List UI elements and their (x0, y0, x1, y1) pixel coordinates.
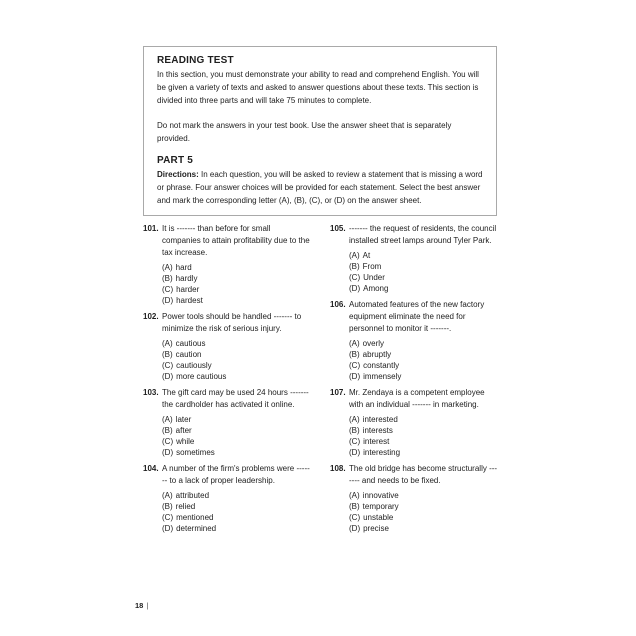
question-number: 105. (330, 224, 346, 233)
question-item (330, 299, 498, 382)
question-text: Automated features of the new factory equipment eliminate the need for personnel to monitor it -------. (349, 300, 485, 333)
option-label: (A) (162, 491, 173, 500)
option-label: (D) (162, 296, 174, 305)
option-label: (A) (349, 415, 360, 424)
part-5-directions (157, 169, 483, 207)
question-item (330, 387, 498, 458)
test-book-note: Do not mark the answers in your test book. Use the answer sheet that is separately provided. (157, 121, 452, 144)
option-text: mentioned (176, 513, 214, 522)
question-text: The gift card may be used 24 hours ------- the cardholder has activated it online. (162, 388, 309, 409)
option-text: later (175, 415, 192, 424)
option-row (349, 436, 498, 447)
option-row (349, 283, 498, 294)
question-number: 106. (330, 300, 346, 309)
question-item (143, 463, 311, 534)
option-label: (C) (349, 361, 361, 370)
option-text: more cautious (176, 372, 227, 381)
option-row (162, 447, 311, 458)
reading-test-box (143, 46, 497, 216)
question-text: The old bridge has become structurally ------- and needs to be fixed. (349, 464, 498, 485)
question-number: 104. (143, 464, 159, 473)
option-row (162, 262, 311, 273)
option-label: (A) (162, 263, 173, 272)
question-options (162, 490, 311, 534)
option-row (349, 425, 498, 436)
option-label: (D) (162, 372, 174, 381)
question-body (349, 463, 498, 534)
directions-label: Directions: (157, 169, 199, 179)
question-number: 108. (330, 464, 346, 473)
option-row (349, 414, 498, 425)
option-label: (B) (162, 502, 173, 511)
question-text: ------- the request of residents, the council installed street lamps around Tyler Park. (349, 224, 497, 245)
option-label: (B) (162, 426, 173, 435)
option-row (162, 295, 311, 306)
option-row (349, 371, 498, 382)
option-label: (C) (349, 437, 361, 446)
option-text: Among (363, 284, 389, 293)
question-number: 103. (143, 388, 159, 397)
option-text: relied (175, 502, 196, 511)
option-label: (A) (162, 339, 173, 348)
option-label: (D) (349, 524, 361, 533)
option-row (162, 414, 311, 425)
question-text: Mr. Zendaya is a competent employee with an individual ------- in marketing. (349, 388, 485, 409)
option-row (349, 490, 498, 501)
option-text: Under (363, 273, 385, 282)
option-label: (D) (162, 448, 174, 457)
option-text: determined (176, 524, 217, 533)
option-label: (A) (349, 491, 360, 500)
option-label: (B) (349, 350, 360, 359)
option-label: (B) (162, 350, 173, 359)
option-text: temporary (362, 502, 399, 511)
question-options (162, 414, 311, 458)
option-label: (B) (349, 502, 360, 511)
option-row (162, 371, 311, 382)
option-label: (C) (162, 513, 174, 522)
option-text: hardest (176, 296, 203, 305)
question-item (143, 387, 311, 458)
option-row (349, 272, 498, 283)
option-row (349, 349, 498, 360)
directions-text: In each question, you will be asked to review a statement that is missing a word or phrase. Four answer choices will be provided for each statement. Select the best answer and mark the corresponding letter (A), (B), (C), or (D) on the answer sheet. (157, 169, 483, 205)
option-label: (D) (349, 284, 361, 293)
option-text: From (362, 262, 382, 271)
question-number: 102. (143, 312, 159, 321)
option-label: (C) (349, 273, 361, 282)
option-text: hard (175, 263, 192, 272)
option-label: (D) (349, 448, 361, 457)
option-text: unstable (363, 513, 394, 522)
option-text: interesting (363, 448, 401, 457)
option-label: (B) (349, 262, 360, 271)
option-row (162, 523, 311, 534)
question-options (349, 338, 498, 382)
reading-test-title: READING TEST (157, 55, 234, 66)
question-options (349, 250, 498, 294)
page-number: 18 (135, 601, 144, 610)
option-row (349, 250, 498, 261)
option-label: (B) (349, 426, 360, 435)
option-label: (C) (162, 285, 174, 294)
option-label: (C) (162, 437, 174, 446)
option-text: innovative (362, 491, 399, 500)
question-options (162, 338, 311, 382)
question-item (143, 311, 311, 382)
option-text: interested (362, 415, 398, 424)
option-row (349, 447, 498, 458)
option-label: (D) (349, 372, 361, 381)
question-item (330, 463, 498, 534)
option-label: (C) (349, 513, 361, 522)
option-text: cautiously (176, 361, 212, 370)
option-label: (A) (349, 251, 360, 260)
option-text: sometimes (176, 448, 215, 457)
option-row (162, 284, 311, 295)
option-text: abruptly (362, 350, 392, 359)
option-text: while (176, 437, 195, 446)
question-text: It is ------- than before for small companies to attain profitability due to the tax increase. (162, 224, 310, 257)
reading-test-intro: In this section, you must demonstrate your ability to read and comprehend English. You will be given a variety of texts and asked to answer questions about these texts. This section is divided into three parts and will take 75 minutes to complete. (157, 70, 479, 105)
option-row (162, 501, 311, 512)
option-label: (A) (349, 339, 360, 348)
option-label: (D) (162, 524, 174, 533)
option-row (162, 425, 311, 436)
questions-section (143, 223, 498, 539)
option-row (349, 501, 498, 512)
option-text: caution (175, 350, 202, 359)
option-row (162, 490, 311, 501)
option-label: (A) (162, 415, 173, 424)
questions-column-left (143, 223, 311, 539)
option-text: hardly (175, 274, 198, 283)
question-body (162, 223, 311, 306)
question-body (162, 311, 311, 382)
option-row (349, 261, 498, 272)
option-label: (C) (162, 361, 174, 370)
question-options (349, 490, 498, 534)
option-row (162, 273, 311, 284)
option-row (162, 360, 311, 371)
option-text: after (175, 426, 192, 435)
option-text: overly (362, 339, 385, 348)
option-row (349, 512, 498, 523)
option-row (349, 360, 498, 371)
question-options (162, 262, 311, 306)
option-label: (B) (162, 274, 173, 283)
option-row (162, 338, 311, 349)
question-item (143, 223, 311, 306)
part-5-title: PART 5 (157, 154, 194, 166)
option-text: attributed (175, 491, 210, 500)
option-text: interests (362, 426, 393, 435)
question-number: 107. (330, 388, 346, 397)
option-text: constantly (363, 361, 400, 370)
option-row (162, 436, 311, 447)
question-text: Power tools should be handled ------- to minimize the risk of serious injury. (162, 312, 302, 333)
option-text: At (362, 251, 371, 260)
option-row (349, 523, 498, 534)
page-footer (135, 601, 148, 610)
question-body (162, 463, 311, 534)
question-options (349, 414, 498, 458)
question-body (349, 299, 498, 382)
option-row (349, 338, 498, 349)
footer-separator: | (146, 601, 149, 610)
option-text: immensely (363, 372, 402, 381)
option-text: harder (176, 285, 200, 294)
questions-column-right (330, 223, 498, 539)
question-body (162, 387, 311, 458)
option-row (162, 512, 311, 523)
question-body (349, 223, 498, 294)
option-text: cautious (175, 339, 206, 348)
option-row (162, 349, 311, 360)
option-text: interest (363, 437, 390, 446)
question-body (349, 387, 498, 458)
question-number: 101. (143, 224, 159, 233)
question-item (330, 223, 498, 294)
question-text: A number of the firm's problems were ------- to a lack of proper leadership. (162, 464, 310, 485)
option-text: precise (363, 524, 389, 533)
